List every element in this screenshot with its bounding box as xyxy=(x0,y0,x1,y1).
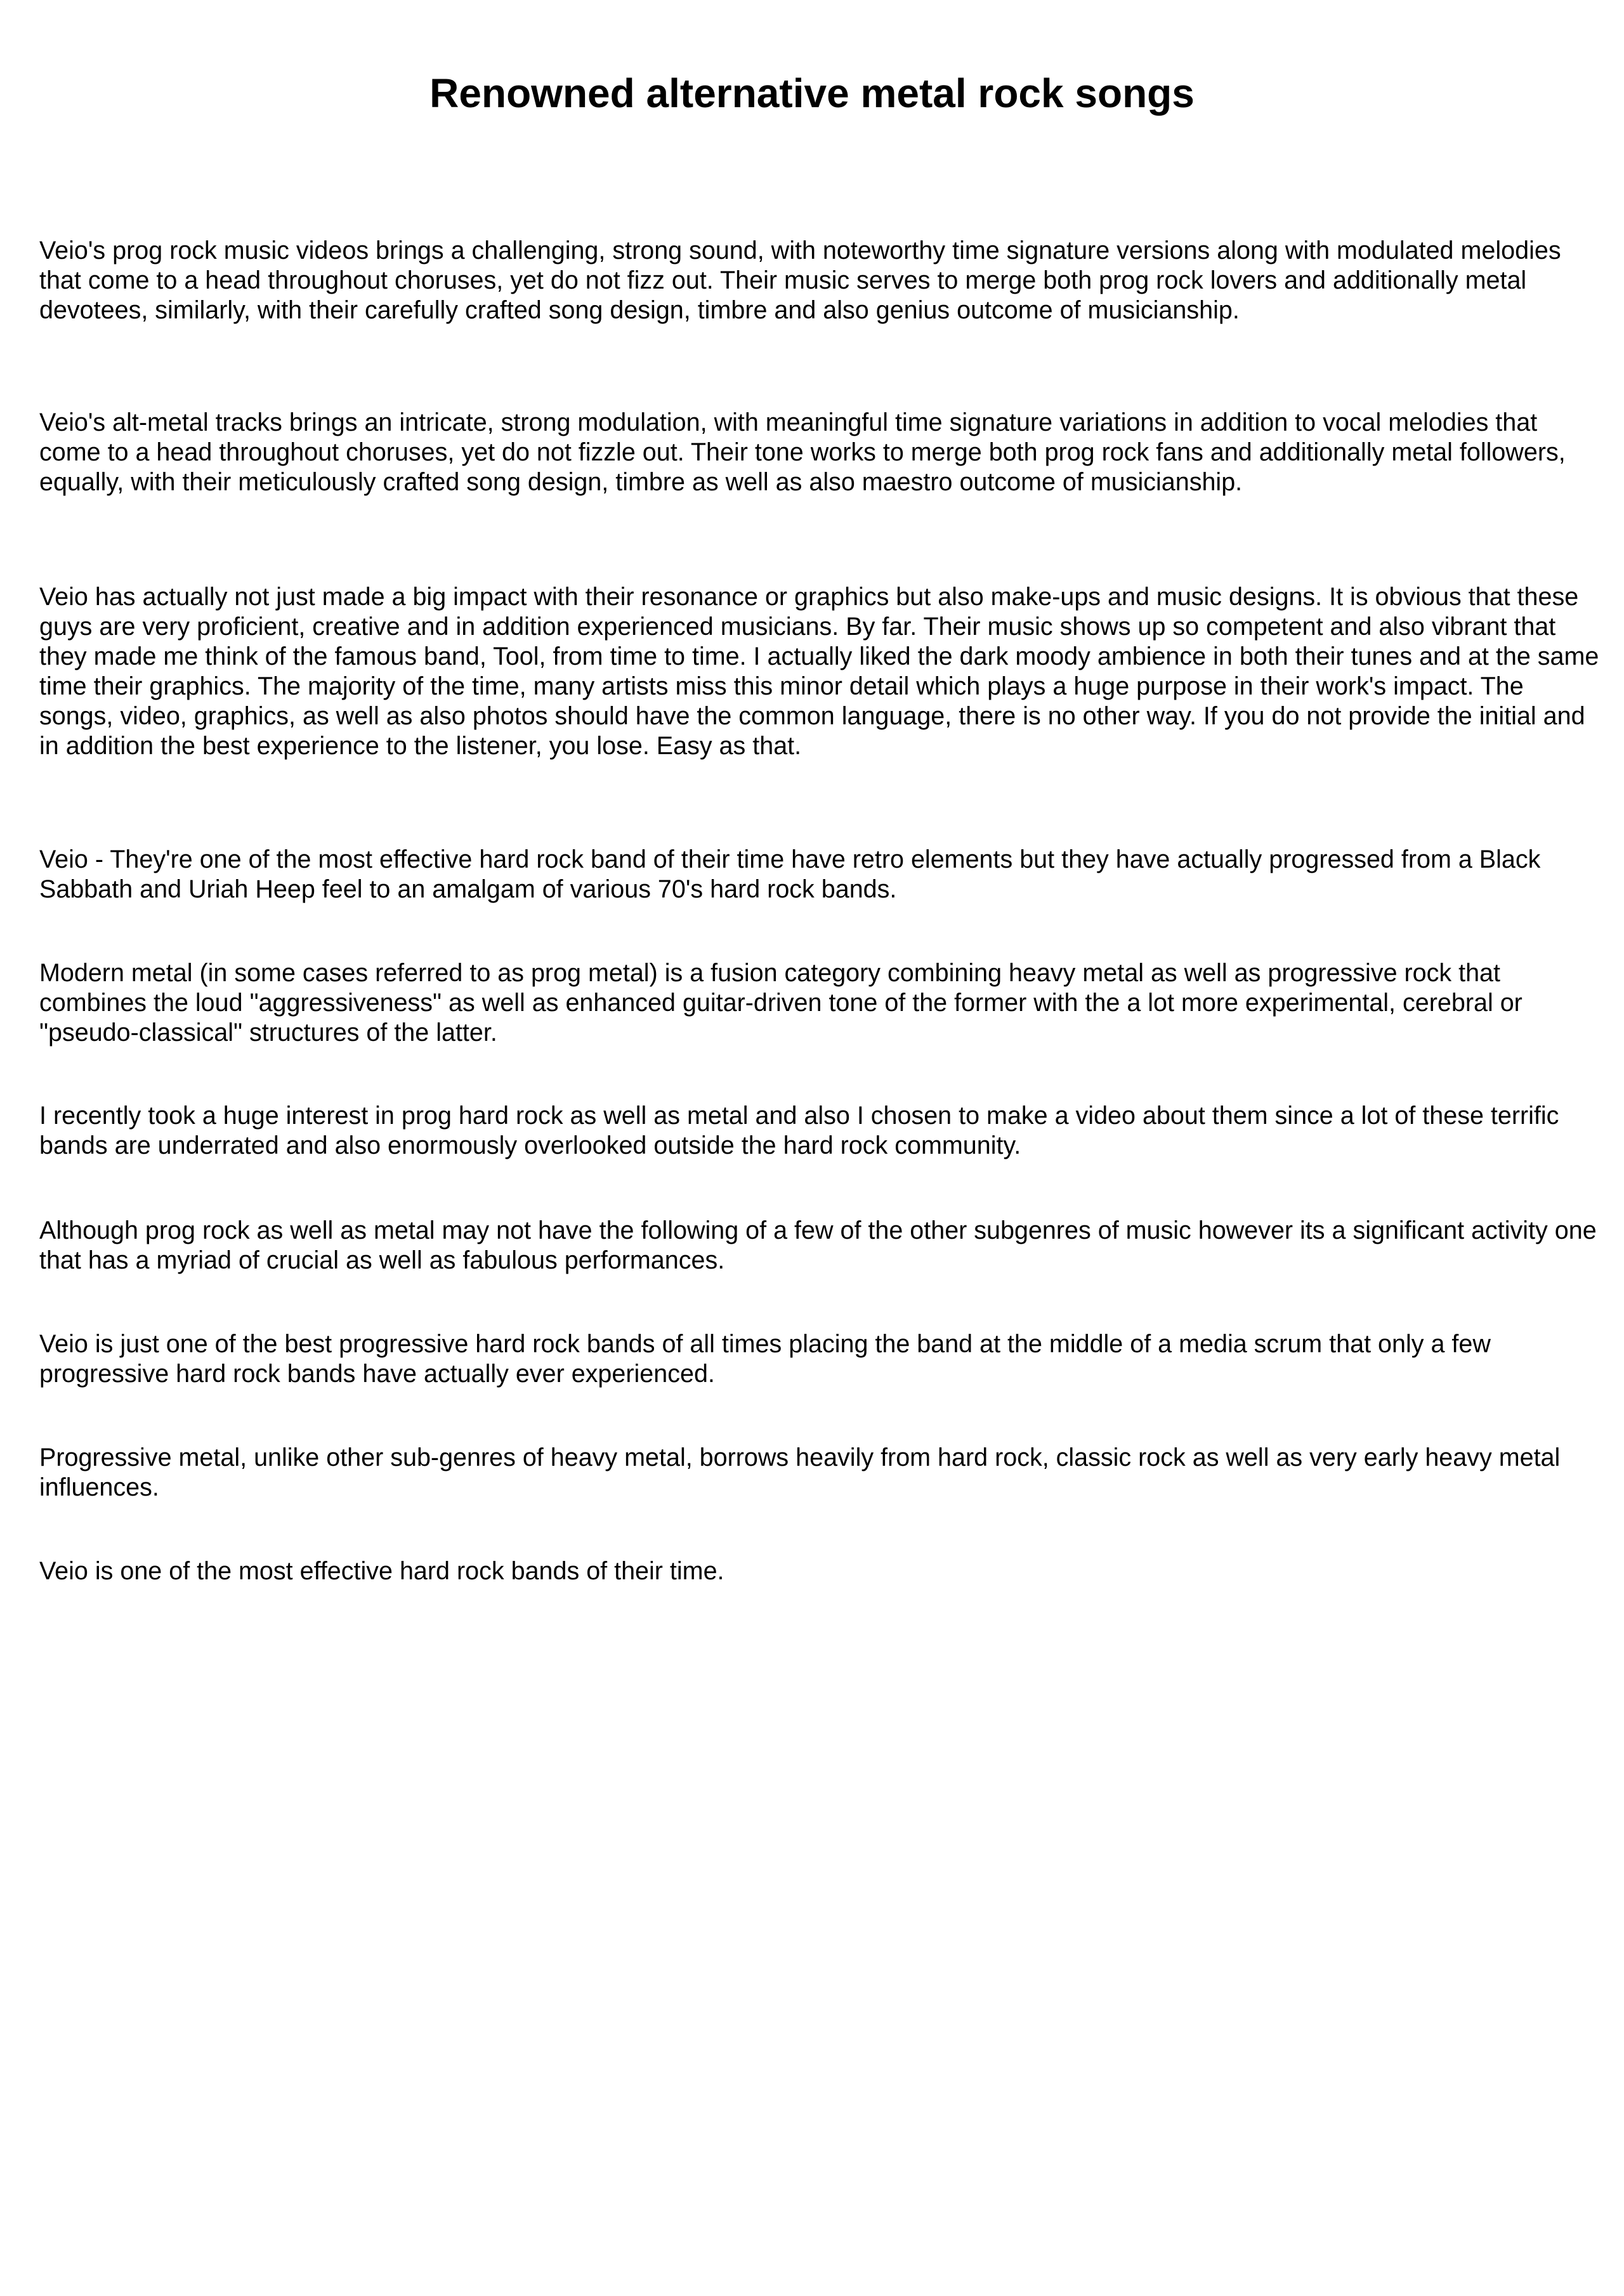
paragraph-5: Modern metal (in some cases referred to as prog metal) is a fusion category combining heavy metal as well as progressive rock that combines the loud "aggressiveness" as well as enhanced guitar-driven tone of the former with the a lot more experimental, cerebral or "pseudo-classical" structures of the latter. xyxy=(39,959,1522,1047)
paragraph-2: Veio's alt-metal tracks brings an intricate, strong modulation, with meaningful time signature variations in addition to vocal melodies that come to a head throughout choruses, yet do not fizzle out. Their tone works to merge both prog rock fans and additionally metal followers, equally, with their meticulously crafted song design, timbre as well as also maestro outcome of musicianship. xyxy=(39,408,1566,496)
paragraph-9: Progressive metal, unlike other sub-genres of heavy metal, borrows heavily from hard rock, classic rock as well as very early heavy metal influences. xyxy=(39,1444,1561,1501)
paragraph-7: Although prog rock as well as metal may not have the following of a few of the other subgenres of music however its a significant activity one that has a myriad of crucial as well as fabulous performances. xyxy=(39,1216,1597,1274)
paragraph-8: Veio is just one of the best progressive hard rock bands of all times placing the band at the middle of a media scrum that only a few progressive hard rock bands have actually ever experienced. xyxy=(39,1330,1491,1388)
paragraph-3: Veio has actually not just made a big impact with their resonance or graphics but also make-ups and music designs. It is obvious that these guys are very proficient, creative and in addition experienced musicians. By far. Their music shows up so competent and also vibrant that they made me think of the famous band, Tool, from time to time. I actually liked the dark moody ambience in both their tunes and at the same time their graphics. The majority of the time, many artists miss this minor detail which plays a huge purpose in their work's impact. The songs, video, graphics, as well as also photos should have the common language, there is no other way. If you do not provide the initial and in addition the best experience to the listener, you lose. Easy as that. xyxy=(39,583,1599,760)
paragraph-6: I recently took a huge interest in prog hard rock as well as metal and also I chosen to make a video about them since a lot of these terrific bands are underrated and also enormously overlooked outside the hard rock community. xyxy=(39,1102,1559,1159)
document-title: Renowned alternative metal rock songs xyxy=(429,70,1195,116)
paragraph-10: Veio is one of the most effective hard rock bands of their time. xyxy=(39,1557,724,1585)
paragraph-1: Veio's prog rock music videos brings a challenging, strong sound, with noteworthy time signature versions along with modulated melodies that come to a head throughout choruses, yet do not fizz out. Their music serves to merge both prog rock lovers and additionally metal devotees, similarly, with their carefully crafted song design, timbre and also genius outcome of musicianship. xyxy=(39,237,1561,324)
paragraph-4: Veio - They're one of the most effective hard rock band of their time have retro elements but they have actually progressed from a Black Sabbath and Uriah Heep feel to an amalgam of various 70's hard rock bands. xyxy=(39,845,1541,903)
